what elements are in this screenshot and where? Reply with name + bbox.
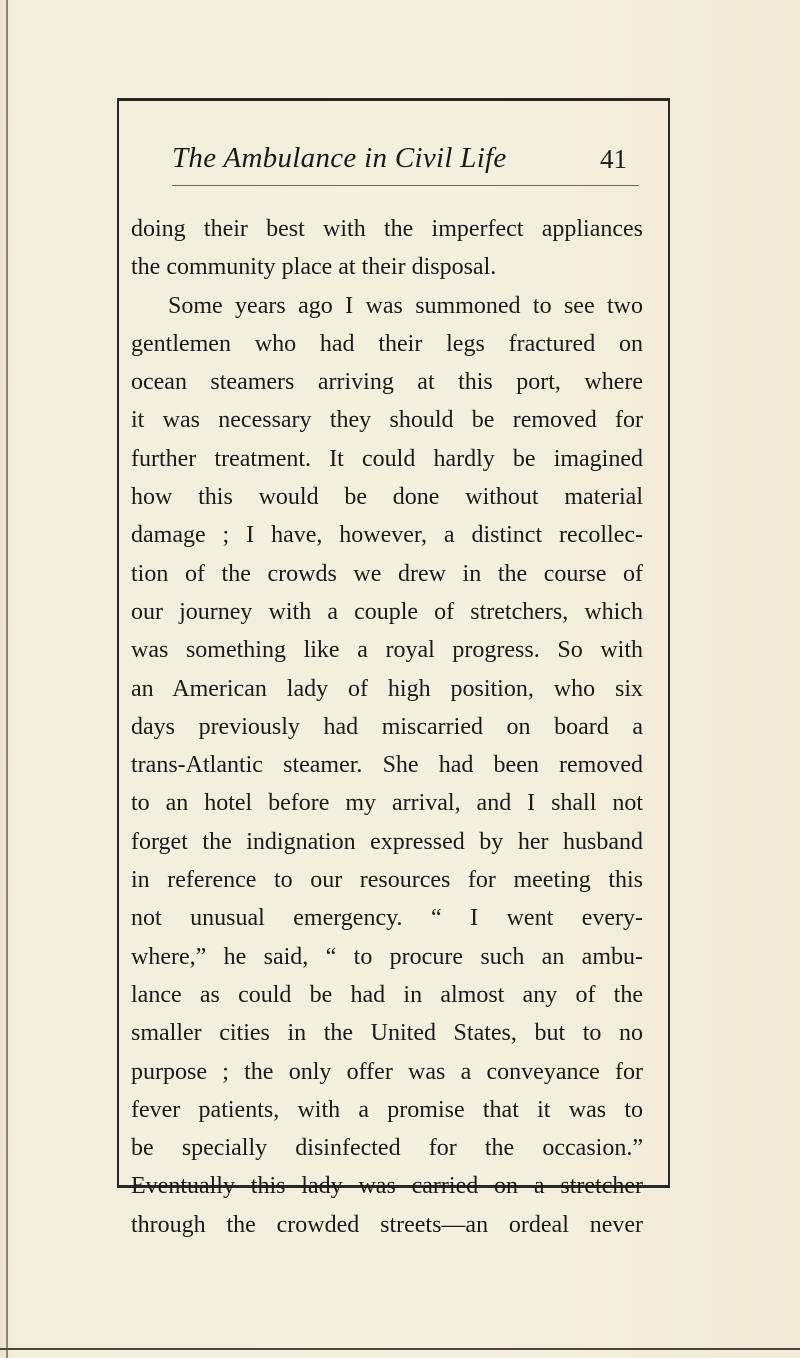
text-line: gentlemen who had their legs fractured on	[131, 330, 643, 357]
text-line: tion of the crowds we drew in the course of	[131, 560, 643, 587]
text-line: ocean steamers arriving at this port, where	[131, 369, 643, 396]
text-line: trans-Atlantic steamer. She had been removed	[131, 752, 643, 779]
text-line: through the crowded streets—an ordeal never	[131, 1211, 643, 1238]
page-bottom-edge	[0, 1348, 800, 1350]
text-line: further treatment. It could hardly be imagined	[131, 445, 643, 472]
text-line: doing their best with the imperfect appliances	[131, 216, 643, 242]
text-line: Eventually this lady was carried on a stretcher	[131, 1173, 643, 1200]
text-line: smaller cities in the United States, but to no	[131, 1020, 643, 1047]
text-line: damage ; I have, however, a distinct recollec-	[131, 522, 643, 549]
text-line: it was necessary they should be removed for	[131, 407, 643, 434]
text-line: forget the indignation expressed by her husband	[131, 828, 643, 855]
text-line: the community place at their disposal.	[131, 254, 497, 281]
text-line: to an hotel before my arrival, and I shall not	[131, 790, 643, 817]
text-line: not unusual emergency. “ I went every-	[131, 905, 643, 932]
text-line: how this would be done without material	[131, 484, 643, 511]
header-rule	[172, 185, 639, 186]
body-text	[131, 210, 643, 1244]
text-line: an American lady of high position, who six	[131, 675, 643, 702]
text-line: was something like a royal progress. So with	[131, 637, 643, 664]
page-left-edge	[6, 0, 8, 1358]
text-line: be specially disinfected for the occasion.”	[131, 1135, 643, 1162]
running-header	[172, 142, 662, 182]
page-number: 41	[600, 144, 627, 174]
text-line: fever patients, with a promise that it was to	[131, 1096, 643, 1123]
running-title: The Ambulance in Civil Life	[172, 142, 507, 174]
text-line: lance as could be had in almost any of the	[131, 981, 643, 1008]
text-line: Some years ago I was summoned to see two	[168, 292, 643, 319]
text-line: in reference to our resources for meeting this	[131, 867, 643, 894]
text-line: where,” he said, “ to procure such an ambu-	[131, 943, 643, 970]
text-line: our journey with a couple of stretchers, which	[131, 598, 643, 625]
text-line: purpose ; the only offer was a conveyance for	[131, 1058, 643, 1085]
text-line: days previously had miscarried on board a	[131, 713, 643, 740]
